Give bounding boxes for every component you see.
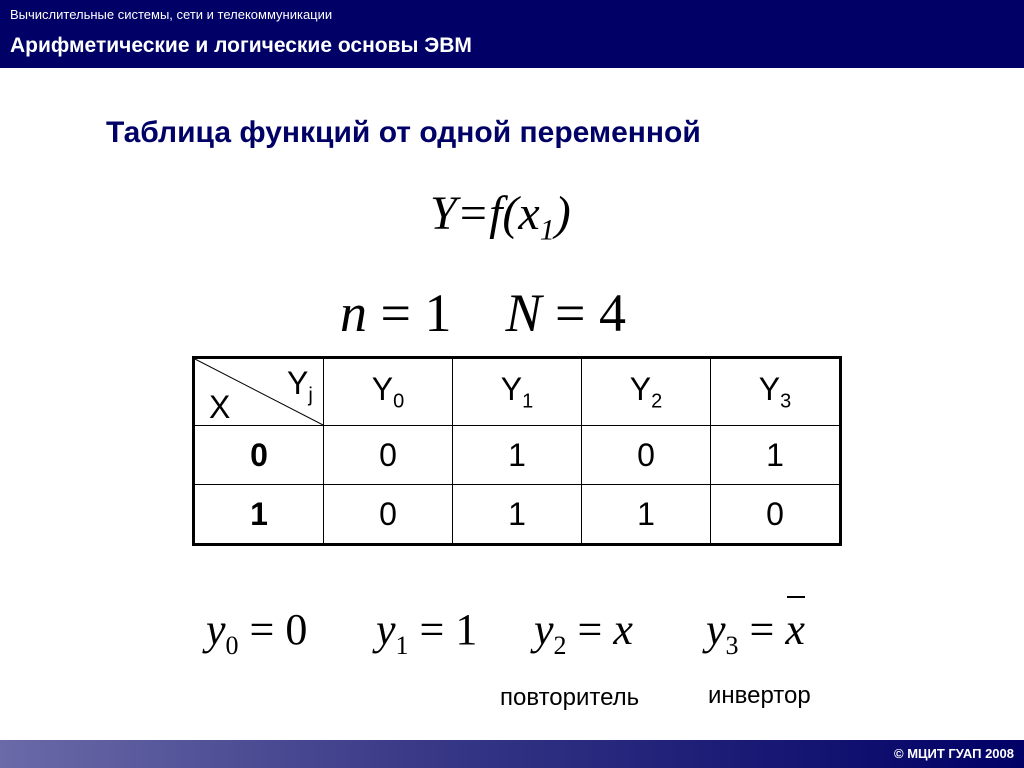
corner-x-label: X: [209, 389, 231, 425]
function-formula: $Y=f(x_1)$: [430, 187, 571, 247]
equation-y2: $y_2 = x$: [534, 605, 633, 660]
footer-bar: [0, 740, 1024, 768]
corner-y-label: $Y_j$: [287, 365, 313, 407]
table-cell: 1: [453, 426, 582, 485]
count-formula: n = 1 N = 4: [340, 283, 626, 343]
corner-cell: [194, 358, 324, 426]
table-cell: 0: [582, 426, 711, 485]
row-x-value: 1: [194, 485, 324, 545]
table-cell: 0: [324, 485, 453, 545]
truth-table: [192, 356, 842, 546]
row-x-value: 0: [194, 426, 324, 485]
copyright: © МЦИТ ГУАП 2008: [894, 746, 1014, 761]
header-y3: $Y_3$: [711, 358, 841, 426]
header-bar: [0, 0, 1024, 68]
negation-overbar: x: [785, 605, 805, 654]
inverter-label: инвертор: [708, 682, 811, 709]
header-y0: $Y_0$: [324, 358, 453, 426]
table-cell: 1: [711, 426, 841, 485]
header-y2: $Y_2$: [582, 358, 711, 426]
equation-y3: $y_3 = x$: [706, 605, 805, 660]
repeater-label: повторитель: [500, 684, 640, 711]
table-row: [194, 426, 841, 485]
header-y1: $Y_1$: [453, 358, 582, 426]
table-cell: 0: [711, 485, 841, 545]
table-header-row: [194, 358, 841, 426]
table-cell: 1: [453, 485, 582, 545]
equation-y0: $y_0 = 0$: [206, 605, 308, 660]
course-title: Вычислительные системы, сети и телекоммуникации: [10, 7, 333, 22]
equation-y1: $y_1 = 1$: [376, 605, 478, 660]
slide-title: Таблица функций от одной переменной: [106, 116, 701, 149]
table-row: [194, 485, 841, 545]
table-cell: 1: [582, 485, 711, 545]
section-title: Арифметические и логические основы ЭВМ: [10, 34, 472, 57]
table-cell: 0: [324, 426, 453, 485]
